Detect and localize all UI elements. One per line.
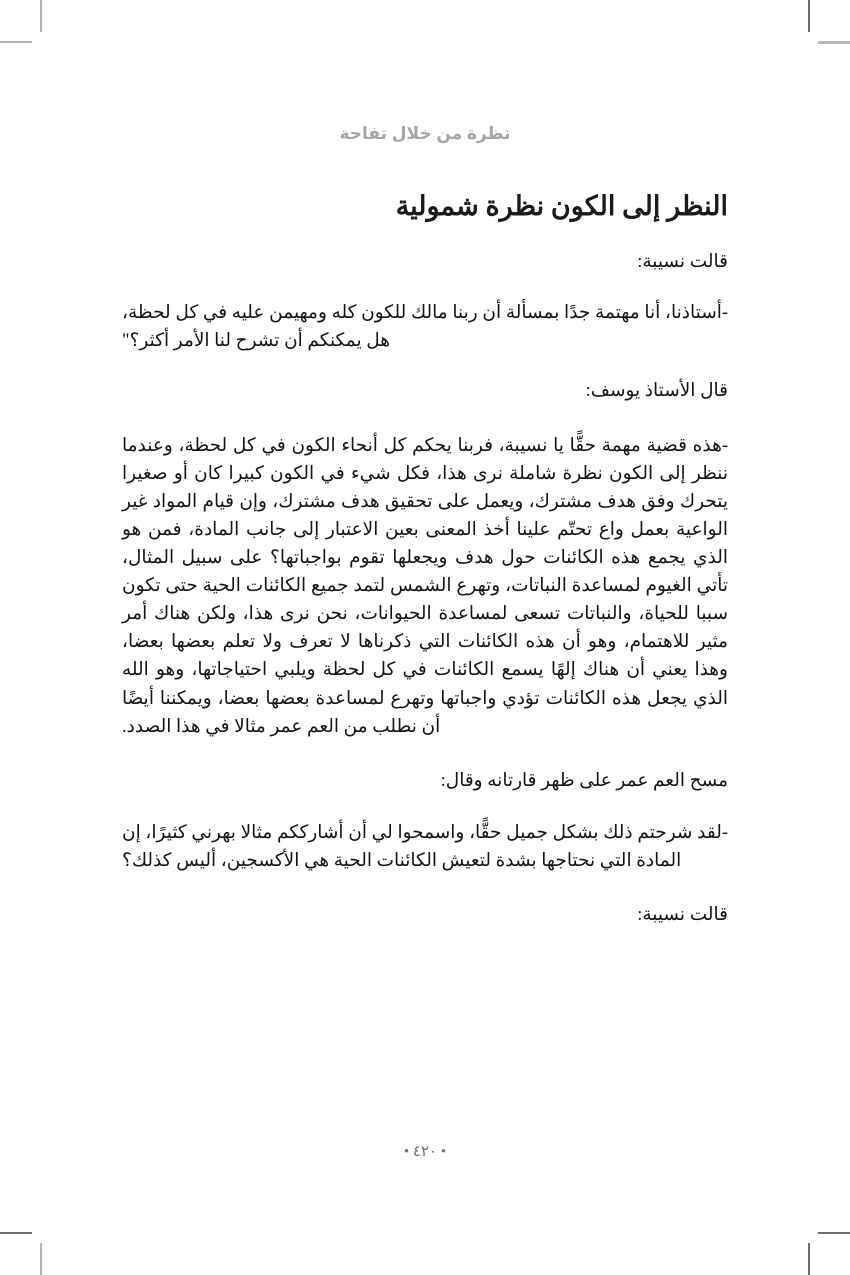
crop-mark-top-left-horizontal	[0, 41, 32, 43]
crop-mark-top-right-horizontal	[818, 41, 850, 44]
crop-mark-bottom-right-horizontal	[818, 1232, 850, 1234]
crop-mark-bottom-right-vertical	[808, 1243, 810, 1275]
page-number: • ٤٢٠ •	[403, 1144, 447, 1160]
paragraph-nusayba-question: -أستاذنا، أنا مهتمة جدًا بمسألة أن ربنا مالك للكون كله ومهيمن عليه في كل لحظة، هل يمكنكم أن تشرح لنا الأمر أكثر؟"	[122, 303, 728, 352]
book-page	[122, 0, 728, 1275]
paragraph-uncle-omar-speech: -لقد شرحتم ذلك بشكل جميل حقًّا، واسمحوا لي أن أشارككم مثالا بهرني كثيرًا، إن المادة التي نحتاجها بشدة لتعيش الكائنات الحية هي الأكسجين، أليس كذلك؟	[122, 822, 728, 871]
crop-mark-bottom-left-horizontal	[0, 1232, 32, 1234]
crop-mark-top-left-vertical	[40, 0, 42, 32]
paragraph-ustadh-yusuf-answer: -هذه قضية مهمة حقًّا يا نسيبة، فربنا يحكم كل أنحاء الكون في كل لحظة، وعندما ننظر إلى الكون نظرة شاملة نرى هذا، فكل شيء في الكون كبيرا كان أو صغيرا يتحرك وفق هدف مشترك، ويعمل على تحقيق هدف مشترك، وإن قيام المواد غير الواعية بعمل واع تحتّم علينا أخذ المعنى بعين الاعتبار إلى جانب المادة، فمن هو الذي يجمع هذه الكائنات حول هدف ويجعلها تقوم بواجباتها؟ على سبيل المثال، تأتي الغيوم لمساعدة النباتات، وتهرع الشمس لتمد جميع الكائنات الحية حتى تكون سببا للحياة، والنباتات تسعى لمساعدة الحيوانات، نحن نرى هذا، ولكن هناك أمر مثير للاهتمام، وهو أن هذه الكائنات التي ذكرناها لا تعرف ولا تعلم بعضها بعضا، وهذا يعني أن هناك إلهًا يسمع الكائنات في كل لحظة ويلبي احتياجاتها، وهو الله الذي يجعل هذه الكائنات تؤدي واجباتها وتهرع لمساعدة بعضها بعضا، ويمكننا أيضًا أن نطلب من العم عمر مثالا في هذا الصدد.	[122, 435, 728, 737]
crop-mark-bottom-left-vertical	[40, 1243, 42, 1275]
paragraph-uncle-omar-action: مسح العم عمر على ظهر قارتانه وقال:	[440, 770, 728, 791]
paragraph-speaker-ustadh-yusuf: قال الأستاذ يوسف:	[585, 381, 728, 402]
running-head: نظرة من خلال تفاحة	[339, 124, 511, 143]
paragraph-speaker-nusayba-2: قالت نسيبة:	[637, 905, 728, 926]
chapter-title: النظر إلى الكون نظرة شمولية	[395, 191, 728, 222]
paragraph-speaker-nusayba-1: قالت نسيبة:	[637, 252, 728, 273]
crop-mark-top-right-vertical	[808, 0, 810, 32]
